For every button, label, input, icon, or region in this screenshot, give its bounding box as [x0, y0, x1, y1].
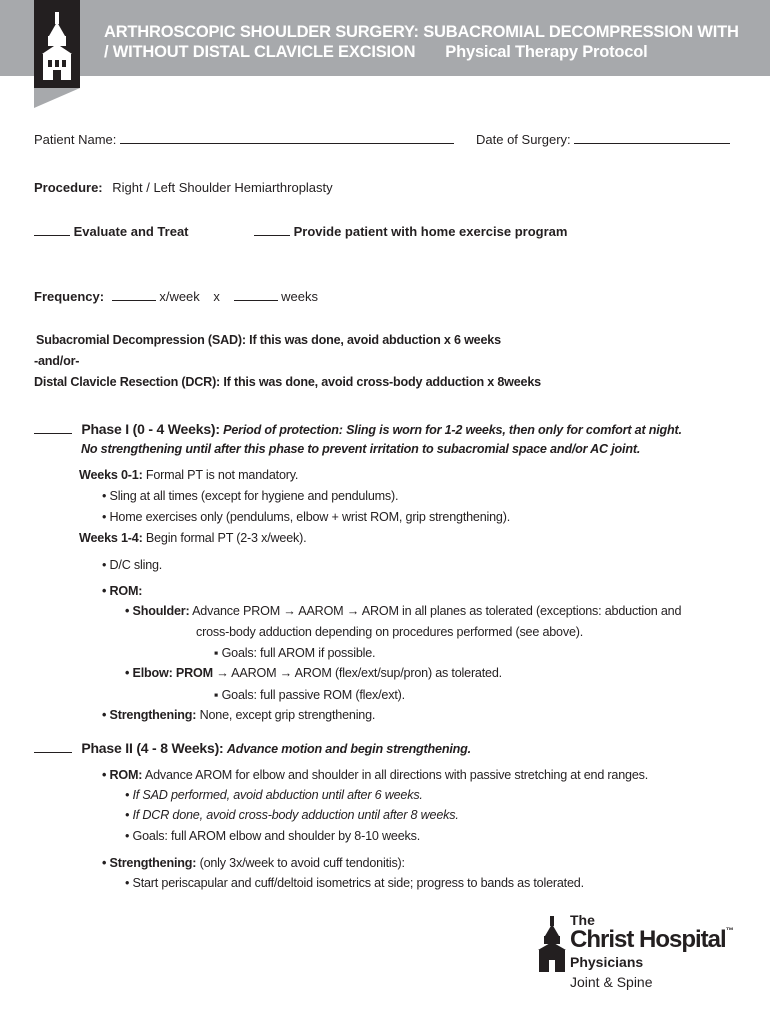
patient-name-row	[34, 132, 454, 147]
phase1-desc-2: No strengthening until after this phase to prevent irritation to subacromial space and/or AC joint.	[81, 442, 641, 456]
dc-sling-item: • D/C sling.	[102, 558, 163, 572]
procedure-label: Procedure:	[34, 180, 103, 195]
phase1-desc-1: Period of protection: Sling is worn for 1-2 weeks, then only for comfort at night.	[223, 423, 682, 437]
evaluate-check-field[interactable]	[34, 224, 70, 236]
frequency-weeks-field[interactable]	[234, 289, 278, 301]
phase1-check-field[interactable]	[34, 422, 72, 434]
shoulder-text: Advance PROM → AAROM → AROM in all planes as tolerated (exceptions: abduction and	[192, 604, 682, 618]
elbow-row	[125, 666, 502, 680]
home-program-option	[254, 224, 567, 239]
footer-logo-physicians: Physicians	[570, 954, 644, 970]
andor-note: -and/or-	[34, 354, 80, 368]
phase2-goals-item: • Goals: full AROM elbow and shoulder by 8-10 weeks.	[125, 829, 421, 843]
phase2-strength-row	[102, 856, 405, 870]
elbow-text: → AAROM → AROM (flex/ext/sup/pron) as tolerated.	[216, 666, 502, 680]
phase2-strength-label: • Strengthening:	[102, 856, 197, 870]
surgery-date-label: Date of Surgery:	[476, 132, 571, 147]
phase1-title-row	[34, 421, 682, 437]
footer-logo-the: The	[570, 912, 595, 928]
weeks-0-1-text: Formal PT is not mandatory.	[145, 468, 299, 482]
phase2-title-row	[34, 740, 471, 756]
hospital-logo-icon	[34, 0, 80, 108]
dcr-note: Distal Clavicle Resection (DCR): If this was done, avoid cross-body adduction x 8weeks	[34, 375, 541, 389]
evaluate-label: Evaluate and Treat	[73, 224, 189, 239]
frequency-weeks-text: weeks	[281, 289, 319, 304]
footer-logo-tm: ™	[725, 926, 733, 935]
sad-note: Subacromial Decompression (SAD): If this was done, avoid abduction x 6 weeks	[36, 333, 501, 347]
weeks-0-1-row	[79, 468, 298, 482]
procedure-row	[34, 180, 333, 195]
phase2-dcr-item: • If DCR done, avoid cross-body adduction until after 8 weeks.	[125, 808, 459, 822]
phase2-title: Phase II (4 - 8 Weeks):	[81, 740, 224, 756]
footer-logo	[538, 912, 758, 996]
weeks-1-4-row	[79, 531, 306, 545]
shoulder-row	[125, 604, 681, 618]
frequency-per-week-text: x/week	[159, 289, 200, 304]
procedure-value: Right / Left Shoulder Hemiarthroplasty	[112, 180, 333, 195]
shoulder-text-2: cross-body adduction depending on procedures performed (see above).	[196, 625, 584, 639]
title-line-1: ARTHROSCOPIC SHOULDER SURGERY: SUBACROMIAL DECOMPRESSION WITH	[104, 23, 739, 41]
phase1-strength-label: • Strengthening:	[102, 708, 197, 722]
hospital-building-icon	[538, 916, 566, 972]
weeks-1-4-text: Begin formal PT (2-3 x/week).	[145, 531, 307, 545]
footer-logo-dept: Joint & Spine	[570, 974, 653, 990]
frequency-row	[34, 289, 318, 304]
home-program-label: Provide patient with home exercise program	[293, 224, 568, 239]
weeks-0-1-bullet-1: • Sling at all times (except for hygiene and pendulums).	[102, 489, 399, 503]
patient-name-label: Patient Name:	[34, 132, 117, 147]
patient-name-field[interactable]	[120, 132, 454, 144]
phase2-rom-label: • ROM:	[102, 768, 143, 782]
phase2-strength-text: (only 3x/week to avoid cuff tendonitis):	[199, 856, 405, 870]
weeks-0-1-bullet-2: • Home exercises only (pendulums, elbow + wrist ROM, grip strengthening).	[102, 510, 511, 524]
weeks-0-1-label: Weeks 0-1:	[79, 468, 143, 482]
surgery-date-field[interactable]	[574, 132, 730, 144]
phase2-rom-row	[102, 768, 648, 782]
frequency-label: Frequency:	[34, 289, 105, 304]
phase2-rom-text: Advance AROM for elbow and shoulder in all directions with passive stretching at end ranges.	[144, 768, 649, 782]
page-title	[104, 22, 764, 62]
phase2-sad-item: • If SAD performed, avoid abduction until after 6 weeks.	[125, 788, 423, 802]
phase1-strength-text: None, except grip strengthening.	[199, 708, 376, 722]
surgery-date-row	[476, 132, 730, 147]
evaluate-option	[34, 224, 189, 239]
frequency-per-week-field[interactable]	[112, 289, 156, 301]
shoulder-label: • Shoulder:	[125, 604, 190, 618]
elbow-goal: ▪ Goals: full passive ROM (flex/ext).	[214, 688, 405, 702]
title-line-2: / WITHOUT DISTAL CLAVICLE EXCISION Physical Therapy Protocol	[104, 43, 648, 61]
page-subtitle: Physical Therapy Protocol	[445, 43, 648, 61]
phase2-check-field[interactable]	[34, 741, 72, 753]
frequency-times-text: x	[213, 289, 220, 304]
phase1-title: Phase I (0 - 4 Weeks):	[81, 421, 220, 437]
weeks-1-4-label: Weeks 1-4:	[79, 531, 143, 545]
phase1-strength-row	[102, 708, 375, 722]
shoulder-goal: ▪ Goals: full AROM if possible.	[214, 646, 376, 660]
phase2-strength-bullet-1: • Start periscapular and cuff/deltoid isometrics at side; progress to bands as tolerated.	[125, 876, 584, 890]
phase1-rom-label: • ROM:	[102, 584, 143, 598]
home-program-check-field[interactable]	[254, 224, 290, 236]
footer-logo-name: Christ Hospital™	[570, 926, 733, 953]
phase2-desc: Advance motion and begin strengthening.	[226, 742, 471, 756]
elbow-label: • Elbow: PROM	[125, 666, 213, 680]
